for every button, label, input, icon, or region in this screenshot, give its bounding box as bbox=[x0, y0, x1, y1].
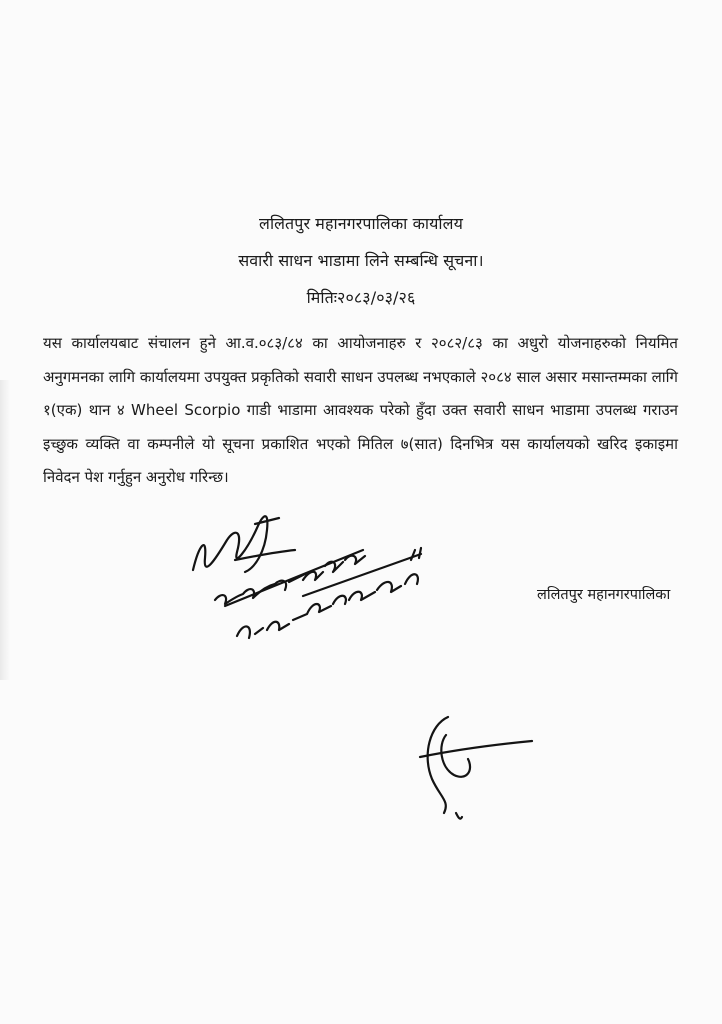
handwritten-signature-with-date bbox=[185, 500, 435, 660]
scan-edge-shadow bbox=[0, 380, 10, 680]
notice-body: यस कार्यालयबाट संचालन हुने आ.व.०८३/८४ का आयोजनाहरु र २०८२/८३ का अधुरो योजनाहरुको नियमित अनुगमनका लागि कार्यालयमा उपयुक्त प्रकृतिको सवारी साधन उपलब्ध नभएकाले २०८४ साल असार मसान्तम्मका लागि १(एक) थान ४ Wheel Scorpio गाडी भाडामा आवश्यक परेको हुँदा उक्त सवारी साधन भाडामा उपलब्ध गराउन इच्छुक व्यक्ति वा कम्पनीले यो सूचना प्रकाशित भएको मितिल ७(सात) दिनभित्र यस कार्यालयको खरिद इकाइमा निवेदन पेश गर्नुहुन अनुरोध गरिन्छ। bbox=[43, 334, 678, 486]
notice-subject: सवारी साधन भाडामा लिने सम्बन्धि सूचना। bbox=[238, 251, 484, 270]
issuer-signoff: ललितपुर महानगरपालिका bbox=[537, 587, 671, 603]
officer-signature bbox=[400, 705, 540, 830]
notice-header bbox=[0, 205, 722, 316]
office-name: ललितपुर महानगरपालिका कार्यालय bbox=[259, 214, 463, 233]
notice-date: मितिः२०८३/०३/२६ bbox=[306, 288, 416, 307]
